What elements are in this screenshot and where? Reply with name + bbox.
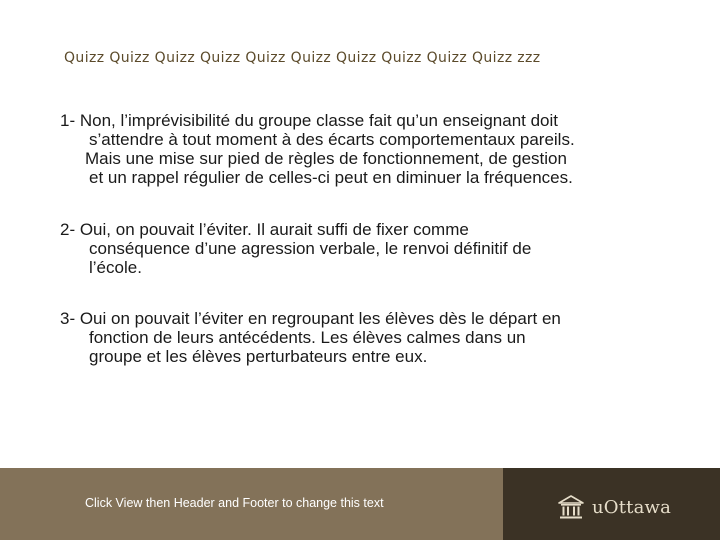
answer-2-line-1: 2- Oui, on pouvait l’éviter. Il aurait suffi de fixer comme: [60, 220, 469, 239]
answer-3-line-3: groupe et les élèves perturbateurs entre eux.: [89, 347, 428, 366]
answer-1: [60, 111, 575, 187]
university-building-icon: [556, 492, 586, 522]
slide-title: Quizz Quizz Quizz Quizz Quizz Quizz Quizz Quizz Quizz Quizz zzz: [64, 50, 541, 66]
answer-1-line-3: Mais une mise sur pied de règles de fonctionnement, de gestion: [85, 149, 567, 168]
answer-2-line-2: conséquence d’une agression verbale, le renvoi définitif de: [89, 239, 532, 258]
answer-1-line-4: et un rappel régulier de celles-ci peut en diminuer la fréquences.: [89, 168, 573, 187]
answer-3-line-1: 3- Oui on pouvait l’éviter en regroupant les élèves dès le départ en: [60, 309, 561, 328]
answer-3: [60, 309, 561, 366]
answer-3-line-2: fonction de leurs antécédents. Les élèves calmes dans un: [89, 328, 526, 347]
answer-1-line-1: 1- Non, l’imprévisibilité du groupe classe fait qu’un enseignant doit: [60, 111, 559, 130]
logo-text: uOttawa: [592, 496, 672, 518]
answer-2-line-3: l’école.: [89, 258, 142, 277]
footer-text: Click View then Header and Footer to change this text: [85, 496, 384, 510]
answer-2: [60, 220, 531, 277]
answer-1-line-2: s’attendre à tout moment à des écarts comportementaux pareils.: [89, 130, 575, 149]
uottawa-logo: [556, 490, 671, 524]
